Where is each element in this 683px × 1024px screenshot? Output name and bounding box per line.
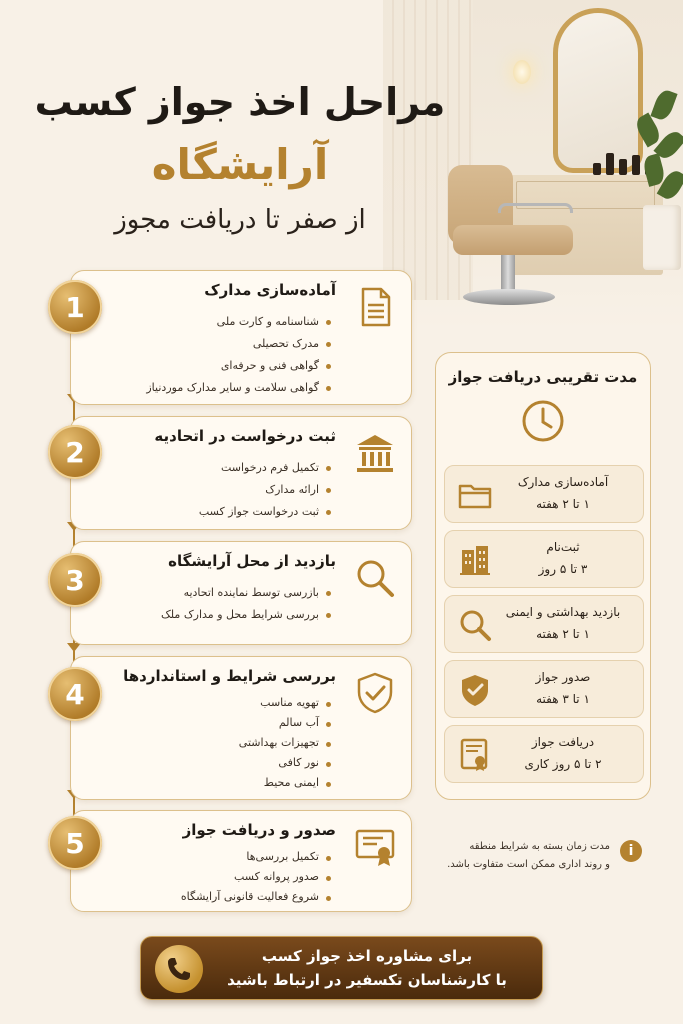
duration-item	[444, 725, 644, 783]
step-number-1: 1	[48, 280, 102, 334]
duration-label: صدور جواز	[535, 670, 591, 684]
note-line: و روند اداری ممکن است متفاوت باشد.	[447, 859, 610, 870]
barber-chair	[443, 165, 578, 310]
page-title-highlight: آرایشگاه	[151, 140, 329, 189]
step-list	[239, 693, 331, 793]
duration-item	[444, 465, 644, 523]
step-list	[199, 457, 331, 523]
list-item: آب سالم	[239, 713, 331, 733]
info-icon: i	[620, 840, 642, 862]
step-title: صدور و دریافت جواز	[182, 821, 336, 839]
duration-value: ۱ تا ۳ هفته	[536, 692, 590, 706]
step-title: ثبت درخواست در اتحادیه	[154, 427, 336, 445]
list-item: بازرسی توسط نماینده اتحادیه	[161, 582, 331, 604]
document-icon	[353, 285, 397, 329]
duration-item	[444, 660, 644, 718]
list-item: شناسنامه و کارت ملی	[146, 311, 331, 333]
step-card-2	[70, 416, 412, 530]
duration-label: آماده‌سازی مدارک	[517, 475, 609, 489]
duration-value: ۲ تا ۵ روز کاری	[524, 757, 602, 771]
list-item: نور کافی	[239, 753, 331, 773]
consultation-banner[interactable]	[140, 936, 543, 1000]
folder-icon	[457, 477, 493, 513]
clock-icon	[520, 398, 566, 444]
list-item: شروع فعالیت قانونی آرایشگاه	[181, 887, 331, 907]
step-card-3	[70, 541, 412, 645]
step-card-5	[70, 810, 412, 912]
duration-item	[444, 530, 644, 588]
duration-label: ثبت‌نام	[546, 540, 580, 554]
step-list	[146, 311, 331, 399]
list-item: مدرک تحصیلی	[146, 333, 331, 355]
step-title: آماده‌سازی مدارک	[204, 281, 336, 299]
certificate-icon	[353, 825, 397, 869]
magnifier-icon	[457, 607, 493, 643]
page-title: مراحل اخذ جواز کسب	[34, 80, 446, 124]
list-item: تهویه مناسب	[239, 693, 331, 713]
plant	[635, 90, 683, 270]
step-title: بازدید از محل آرایشگاه	[168, 552, 336, 570]
duration-panel	[435, 352, 651, 800]
building-icon	[457, 542, 493, 578]
list-item: صدور پروانه کسب	[181, 867, 331, 887]
step-title: بررسی شرایط و استانداردها	[123, 667, 336, 685]
duration-value: ۳ تا ۵ روز	[538, 562, 588, 576]
list-item: تکمیل بررسی‌ها	[181, 847, 331, 867]
step-list	[161, 582, 331, 626]
duration-value: ۱ تا ۲ هفته	[536, 627, 590, 641]
step-number-2: 2	[48, 425, 102, 479]
duration-item	[444, 595, 644, 653]
page-subtitle: از صفر تا دریافت مجوز	[114, 205, 366, 235]
step-card-4	[70, 656, 412, 800]
duration-title: مدت تقریبی دریافت جواز	[448, 368, 638, 386]
magnifier-icon	[353, 556, 397, 600]
step-card-1	[70, 270, 412, 405]
step-number-3: 3	[48, 553, 102, 607]
wall-lamp	[513, 60, 531, 84]
cta-text: برای مشاوره اخذ جواز کسب	[261, 947, 473, 965]
list-item: گواهی فنی و حرفه‌ای	[146, 355, 331, 377]
shield-check-icon	[457, 672, 493, 708]
list-item: تجهیزات بهداشتی	[239, 733, 331, 753]
duration-note	[430, 838, 610, 874]
salon-mirror	[553, 8, 643, 173]
shield-check-icon	[353, 671, 397, 715]
list-item: بررسی شرایط محل و مدارک ملک	[161, 604, 331, 626]
note-line: مدت زمان بسته به شرایط منطقه	[469, 841, 610, 852]
list-item: ثبت درخواست جواز کسب	[199, 501, 331, 523]
step-number-4: 4	[48, 667, 102, 721]
duration-label: بازدید بهداشتی و ایمنی	[505, 605, 621, 619]
phone-icon[interactable]	[155, 945, 203, 993]
certificate-icon	[457, 737, 493, 773]
list-item: گواهی سلامت و سایر مدارک موردنیاز	[146, 377, 331, 399]
list-item: تکمیل فرم درخواست	[199, 457, 331, 479]
duration-label: دریافت جواز	[531, 735, 595, 749]
step-number-5: 5	[48, 816, 102, 870]
list-item: ایمنی محیط	[239, 773, 331, 793]
step-list	[181, 847, 331, 907]
duration-value: ۱ تا ۲ هفته	[536, 497, 590, 511]
building-icon	[353, 431, 397, 475]
cta-text: با کارشناسان تکسفیر در ارتباط باشید	[227, 971, 507, 989]
list-item: ارائه مدارک	[199, 479, 331, 501]
